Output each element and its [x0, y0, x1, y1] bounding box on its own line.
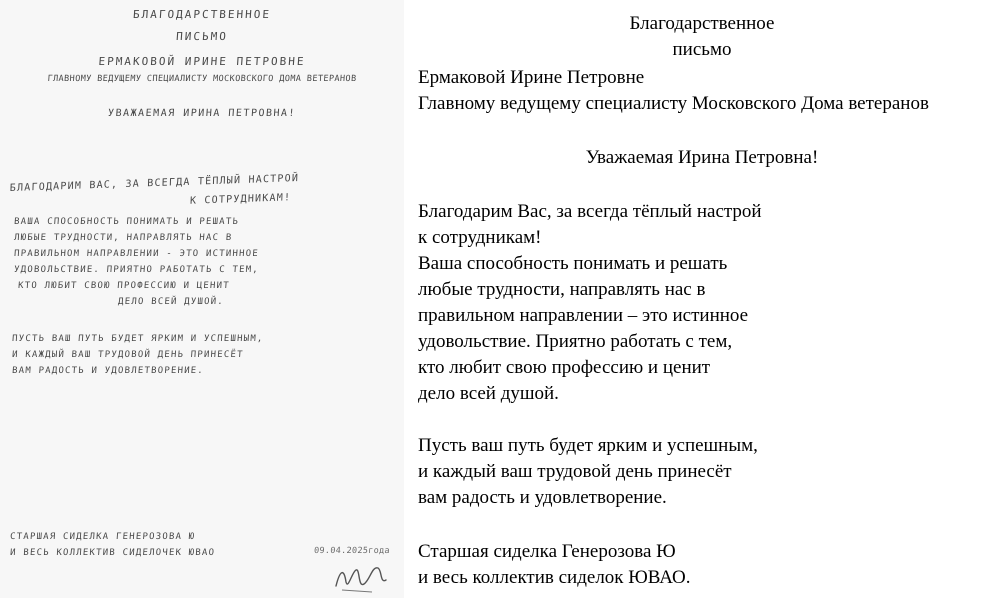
scan-body-line: УДОВОЛЬСТВИЕ. ПРИЯТНО РАБОТАТЬ С ТЕМ, — [13, 265, 260, 275]
scan-body-line: ЛЮБЫЕ ТРУДНОСТИ, НАПРАВЛЯТЬ НАС В — [13, 233, 233, 243]
body-line: любые трудности, направлять нас в — [418, 279, 706, 300]
recipient-position: Главному ведущему специалисту Московского Дома ветеранов — [418, 93, 929, 114]
scan-recipient-name: ЕРМАКОВОЙ ИРИНЕ ПЕТРОВНЕ — [98, 55, 306, 68]
typed-letter — [404, 0, 1000, 598]
body-line: и каждый ваш трудовой день принесёт — [418, 461, 732, 482]
scan-recipient-position: ГЛАВНОМУ ВЕДУЩЕМУ СПЕЦИАЛИСТУ МОСКОВСКОГО ДОМА ВЕТЕРАНОВ — [47, 74, 357, 84]
body-line: Пусть ваш путь будет ярким и успешным, — [418, 435, 758, 456]
body-line: к сотрудникам! — [418, 227, 542, 248]
recipient-name: Ермаковой Ирине Петровне — [418, 67, 645, 88]
signature-line1: Старшая сиделка Генерозова Ю — [418, 541, 676, 562]
scan-body-line: И КАЖДЫЙ ВАШ ТРУДОВОЙ ДЕНЬ ПРИНЕСЁТ — [11, 350, 245, 360]
body-line: Ваша способность понимать и решать — [418, 253, 728, 274]
scan-body-line: К СОТРУДНИКАМ! — [189, 192, 292, 207]
scan-date: 09.04.2025года — [313, 546, 391, 556]
scan-body-line: ВАША СПОСОБНОСТЬ ПОНИМАТЬ И РЕШАТЬ — [13, 217, 240, 227]
body-line: вам радость и удовлетворение. — [418, 487, 667, 508]
scan-title-line2: ПИСЬМО — [175, 30, 229, 43]
scan-body-line: ПУСТЬ ВАШ ПУТЬ БУДЕТ ЯРКИМ И УСПЕШНЫМ, — [11, 334, 264, 344]
scan-title-line1: БЛАГОДАРСТВЕННОЕ — [132, 8, 272, 21]
body-line: кто любит свою профессию и ценит — [418, 357, 711, 378]
handwritten-signature — [332, 560, 388, 594]
signature-line2: и весь коллектив сиделок ЮВАО. — [418, 567, 691, 588]
scan-body-line: КТО ЛЮБИТ СВОЮ ПРОФЕССИЮ И ЦЕНИТ — [17, 281, 231, 291]
scan-signature-line1: СТАРШАЯ СИДЕЛКА ГЕНЕРОЗОВА Ю — [9, 532, 196, 542]
scan-greeting: УВАЖАЕМАЯ ИРИНА ПЕТРОВНА! — [107, 108, 297, 119]
scan-body-line: БЛАГОДАРИМ ВАС, ЗА ВСЕГДА ТЁПЛЫЙ НАСТРОЙ — [9, 172, 300, 195]
greeting: Уважаемая Ирина Петровна! — [585, 147, 819, 168]
scan-signature-line2: И ВЕСЬ КОЛЛЕКТИВ СИДЕЛОЧЕК ЮВАО — [9, 548, 216, 558]
scan-body-line: ДЕЛО ВСЕЙ ДУШОЙ. — [117, 297, 225, 307]
body-line: дело всей душой. — [418, 383, 559, 404]
scanned-letter — [0, 0, 404, 598]
body-line: удовольствие. Приятно работать с тем, — [418, 331, 733, 352]
scan-body-line: ВАМ РАДОСТЬ И УДОВЛЕТВОРЕНИЕ. — [11, 366, 205, 376]
body-line: Благодарим Вас, за всегда тёплый настрой — [418, 201, 762, 222]
body-line: правильном направлении – это истинное — [418, 305, 749, 326]
scan-body-line: ПРАВИЛЬНОМ НАПРАВЛЕНИИ - ЭТО ИСТИННОЕ — [13, 249, 260, 259]
title-line1: Благодарственное — [629, 13, 775, 34]
title-line2: письмо — [672, 39, 732, 60]
